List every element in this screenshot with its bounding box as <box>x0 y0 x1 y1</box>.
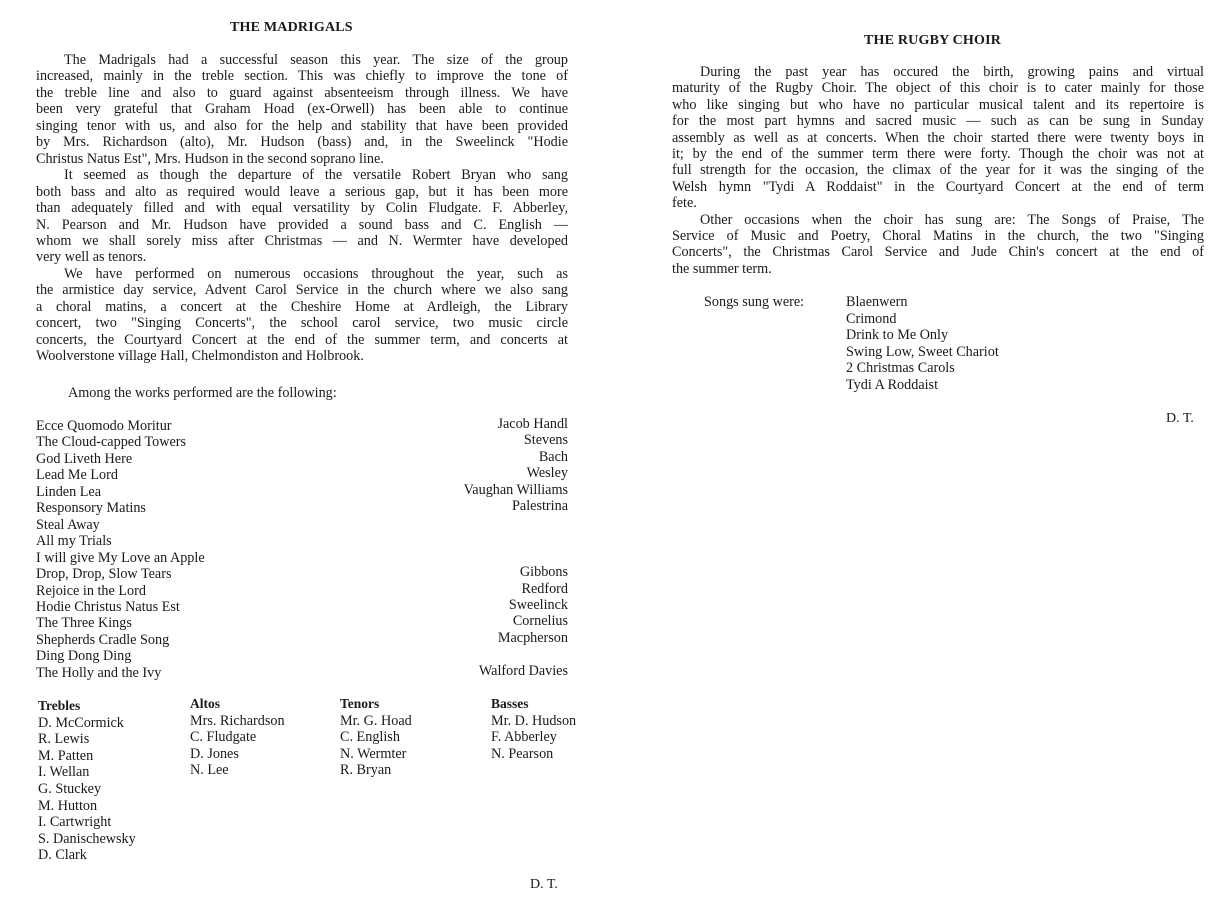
paragraph-line: Concerts", the Christmas Carol Service and Jude Chin's concert at the end of <box>672 244 1204 261</box>
paragraph-line: fete. <box>672 195 697 212</box>
work-row <box>36 448 568 467</box>
work-row <box>36 418 568 434</box>
songs-list <box>846 294 999 393</box>
member-name: R. Lewis <box>38 731 90 748</box>
paragraph-line: During the past year has occured the birth, growing pains and virtual <box>700 64 1204 80</box>
paragraph-line: Woolverstone village Hall, Chelmondiston and Holbrook. <box>36 348 364 365</box>
member-name: R. Bryan <box>340 762 392 779</box>
work-title: Steal Away <box>36 516 100 533</box>
member-name: N. Wermter <box>340 745 407 762</box>
member-name: Mr. D. Hudson <box>491 712 577 729</box>
paragraph-line: than adequately filled and with equal versatility by Colin Fludgate. F. Abberley, <box>36 200 568 217</box>
paragraph-line: N. Pearson and Mr. Hudson have provided a sound bass and C. English — <box>36 216 568 233</box>
work-row <box>36 580 568 599</box>
work-title: Ding Dong Ding <box>36 648 132 665</box>
voice-column-basses <box>491 696 576 762</box>
song-item: Blaenwern <box>846 294 908 310</box>
work-composer: Bach <box>538 448 568 465</box>
voice-column-trebles <box>38 698 136 864</box>
paragraph-line: been very grateful that Graham Hoad (ex-Orwell) has been able to continue <box>36 101 568 118</box>
paragraph-line: very well as tenors. <box>36 249 147 266</box>
work-title: The Cloud-capped Towers <box>36 434 187 451</box>
member-name: F. Abberley <box>491 729 557 746</box>
paragraph-line: It seemed as though the departure of the versatile Robert Bryan who sang <box>64 167 568 184</box>
work-row <box>36 500 568 516</box>
song-item: Drink to Me Only <box>846 327 949 343</box>
member-name: C. Fludgate <box>190 729 257 746</box>
paragraph-line: the treble line and also to guard against absenteeism through illness. We have <box>36 84 568 101</box>
paragraph-line: Welsh hymn "Tydi A Roddaist" in the Courtyard Concert at the end of term <box>672 178 1204 195</box>
paragraph-line: Service of Music and Poetry, Choral Matins in the church, the two "Singing <box>672 228 1204 244</box>
member-name: Mrs. Richardson <box>190 712 285 729</box>
work-composer: Stevens <box>523 432 568 449</box>
paragraph-line: the armistice day service, Advent Carol Service in the church where we also sang <box>36 282 568 299</box>
work-title: Responsory Matins <box>36 500 146 517</box>
member-name: M. Patten <box>38 747 94 764</box>
work-title: The Holly and the Ivy <box>36 664 162 681</box>
work-composer: Sweelinck <box>508 596 568 613</box>
work-title: The Three Kings <box>36 615 132 632</box>
rugby-choir-signature: D. T. <box>1166 411 1194 426</box>
song-item: 2 Christmas Carols <box>846 360 955 376</box>
paragraph-line: by Mrs. Richardson (alto), Mr. Hudson (bass) and, in the Sweelinck "Hodie <box>36 134 568 151</box>
work-composer: Redford <box>521 580 568 597</box>
work-composer: Macpherson <box>497 629 568 646</box>
work-row <box>36 481 568 500</box>
member-name: I. Cartwright <box>38 814 112 831</box>
paragraph-line: The Madrigals had a successful season this year. The size of the group <box>64 52 568 68</box>
work-composer: Palestrina <box>512 498 568 515</box>
paragraph-line: Christus Natus Est", Mrs. Hudson in the second soprano line. <box>36 150 384 167</box>
paragraph-line: concert, two "Singing Concerts", the school carol service, two music circle <box>36 315 568 332</box>
work-composer: Walford Davies <box>478 662 568 679</box>
voice-heading: Trebles <box>38 698 81 713</box>
work-composer: Cornelius <box>512 613 568 630</box>
madrigals-title: THE MADRIGALS <box>230 20 353 35</box>
member-name: D. Jones <box>190 745 239 762</box>
rugby-choir-title: THE RUGBY CHOIR <box>864 33 1002 48</box>
madrigals-signature: D. T. <box>530 877 558 892</box>
work-row <box>36 629 568 648</box>
paragraph-line: who like singing but who have no particular musical talent and its repertoire is <box>672 96 1204 113</box>
paragraph-line: whom we shall sorely miss after Christmas — and N. Wermter have developed <box>36 232 568 249</box>
work-title: God Liveth Here <box>36 450 133 467</box>
member-name: N. Lee <box>190 762 229 779</box>
paragraph-line: for the most part hymns and sacred music — such as can be sung in Sunday <box>672 113 1204 130</box>
work-title: Shepherds Cradle Song <box>36 631 170 648</box>
paragraph-line: it; by the end of the summer term there were forty. Though the choir was not at <box>672 146 1204 162</box>
paragraph-line: the summer term. <box>672 260 772 277</box>
member-name: I. Wellan <box>38 764 90 781</box>
work-row <box>36 550 568 566</box>
member-name: D. McCormick <box>38 714 124 731</box>
paragraph-line: increased, mainly in the treble section. This was chiefly to improve the tone of <box>36 68 568 85</box>
member-name: G. Stuckey <box>38 780 102 797</box>
work-row <box>36 596 568 615</box>
work-title: Rejoice in the Lord <box>36 582 146 599</box>
paragraph-line: assembly as well as at concerts. When the choir started there were twenty boys in <box>672 129 1204 146</box>
work-row <box>36 434 568 450</box>
voice-column-tenors <box>340 696 412 779</box>
work-title: Drop, Drop, Slow Tears <box>36 566 172 583</box>
work-title: Linden Lea <box>36 483 101 500</box>
member-name: D. Clark <box>38 847 87 864</box>
work-row <box>36 662 568 681</box>
song-item: Crimond <box>846 310 897 327</box>
voice-heading: Basses <box>491 696 529 711</box>
songs-label: Songs sung were: <box>704 294 805 310</box>
work-composer: Gibbons <box>519 564 568 581</box>
paragraph-line: We have performed on numerous occasions throughout the year, such as <box>64 265 568 282</box>
work-title: Ecce Quomodo Moritur <box>36 418 172 434</box>
paragraph-line: maturity of the Rugby Choir. The object of this choir is to cater mainly for those <box>672 80 1204 97</box>
paragraph-line: singing tenor with us, and also for the help and stability that have been provided <box>36 117 568 134</box>
work-composer: Jacob Handl <box>497 416 568 432</box>
member-name: Mr. G. Hoad <box>340 712 412 729</box>
paragraph-line: concerts, the Courtyard Concert at the end of the summer term, and concerts at <box>36 331 568 348</box>
work-title: I will give My Love an Apple <box>36 549 205 566</box>
work-title: Hodie Christus Natus Est <box>36 598 180 615</box>
paragraph-line: a choral matins, a concert at the Cheshire Home at Ardleigh, the Library <box>36 298 568 315</box>
paragraph-line: full strength for the occasion, the climax of the year for it was the singing of the <box>672 162 1204 179</box>
voice-heading: Tenors <box>340 696 380 711</box>
voice-column-altos <box>190 696 285 779</box>
song-item: Swing Low, Sweet Chariot <box>846 343 999 360</box>
member-name: M. Hutton <box>38 797 98 814</box>
voice-heading: Altos <box>190 696 220 711</box>
song-item: Tydi A Roddaist <box>846 376 939 393</box>
work-composer: Wesley <box>526 465 568 482</box>
member-name: C. English <box>340 729 400 746</box>
works-intro: Among the works performed are the following: <box>68 385 337 401</box>
member-name: N. Pearson <box>491 745 554 762</box>
work-row <box>36 615 568 631</box>
work-row <box>36 566 568 582</box>
paragraph-line: Other occasions when the choir has sung are: The Songs of Praise, The <box>700 211 1204 228</box>
work-title: Lead Me Lord <box>36 467 118 484</box>
work-composer: Vaughan Williams <box>463 481 568 498</box>
member-name: S. Danischewsky <box>38 830 136 847</box>
work-row <box>36 517 568 533</box>
work-row <box>36 533 568 549</box>
work-title: All my Trials <box>36 533 112 550</box>
paragraph-line: both bass and alto as required would leave a serious gap, but it has been more <box>36 183 568 200</box>
